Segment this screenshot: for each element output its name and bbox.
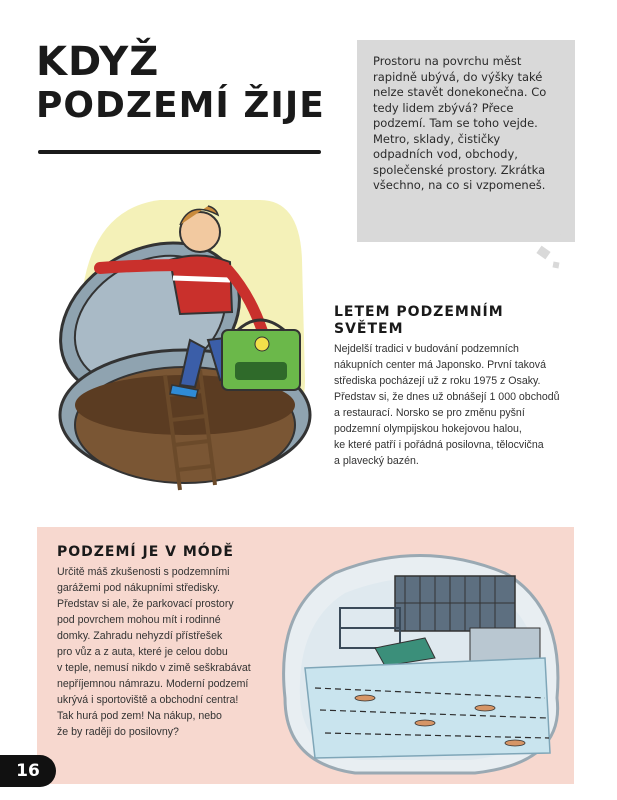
title-underline (38, 150, 321, 154)
page-number: 16 (0, 755, 56, 787)
decor-fragment (536, 246, 550, 260)
title-line-2: PODZEMÍ ŽIJE (36, 85, 325, 126)
underground-pool-illustration (275, 548, 565, 778)
section-2-body: Určitě máš zkušenosti s podzemními garážemi pod nákupními středisky. Představ si ale, že parkovací prostory pod povrchem mohou mít i rodinné domky. Zahradu nehyzdí přístřešek pro vůz a z auta, které je celou dobu v teple, nemusí nikdo v zimě seškrabávat nepříjemnou námrazu. Moderní podzemí ukrývá i sportoviště a obchodní centra! Tak hurá pod zem! Na nákup, nebo že by raději do posilovny? (57, 566, 251, 738)
intro-text: Prostoru na povrchu měst rapidně ubývá, do výšky také nelze stavět donekonečna. Co tedy lidem zbývá? Přece podzemí. Tam se toho vejde. Metro, sklady, čističky odpadních vod, obchody, společenské prostory. Zkrátka všechno, na co si vzpomeneš. (373, 54, 547, 192)
manhole-boy-illustration (40, 180, 340, 510)
decor-fragment (553, 262, 560, 269)
section-2-title: PODZEMÍ JE V MÓDĚ (57, 544, 234, 560)
intro-box (357, 40, 575, 242)
page-title (36, 40, 336, 128)
title-line-1: KDYŽ (36, 39, 160, 85)
section-1-body: Nejdelší tradici v budování podzemních nákupních center má Japonsko. První taková střediska pocházejí už z roku 1975 z Osaky. Představ si, že dnes už obnášejí 1 000 obchodů a restaurací. Norsko se pro změnu pyšní podzemní olympijskou hokejovou halou, ke které patří i pořádná posilovna, tělocvična a plavecký bazén. (334, 343, 560, 467)
section-1-title: LETEM PODZEMNÍM SVĚTEM (334, 304, 504, 337)
